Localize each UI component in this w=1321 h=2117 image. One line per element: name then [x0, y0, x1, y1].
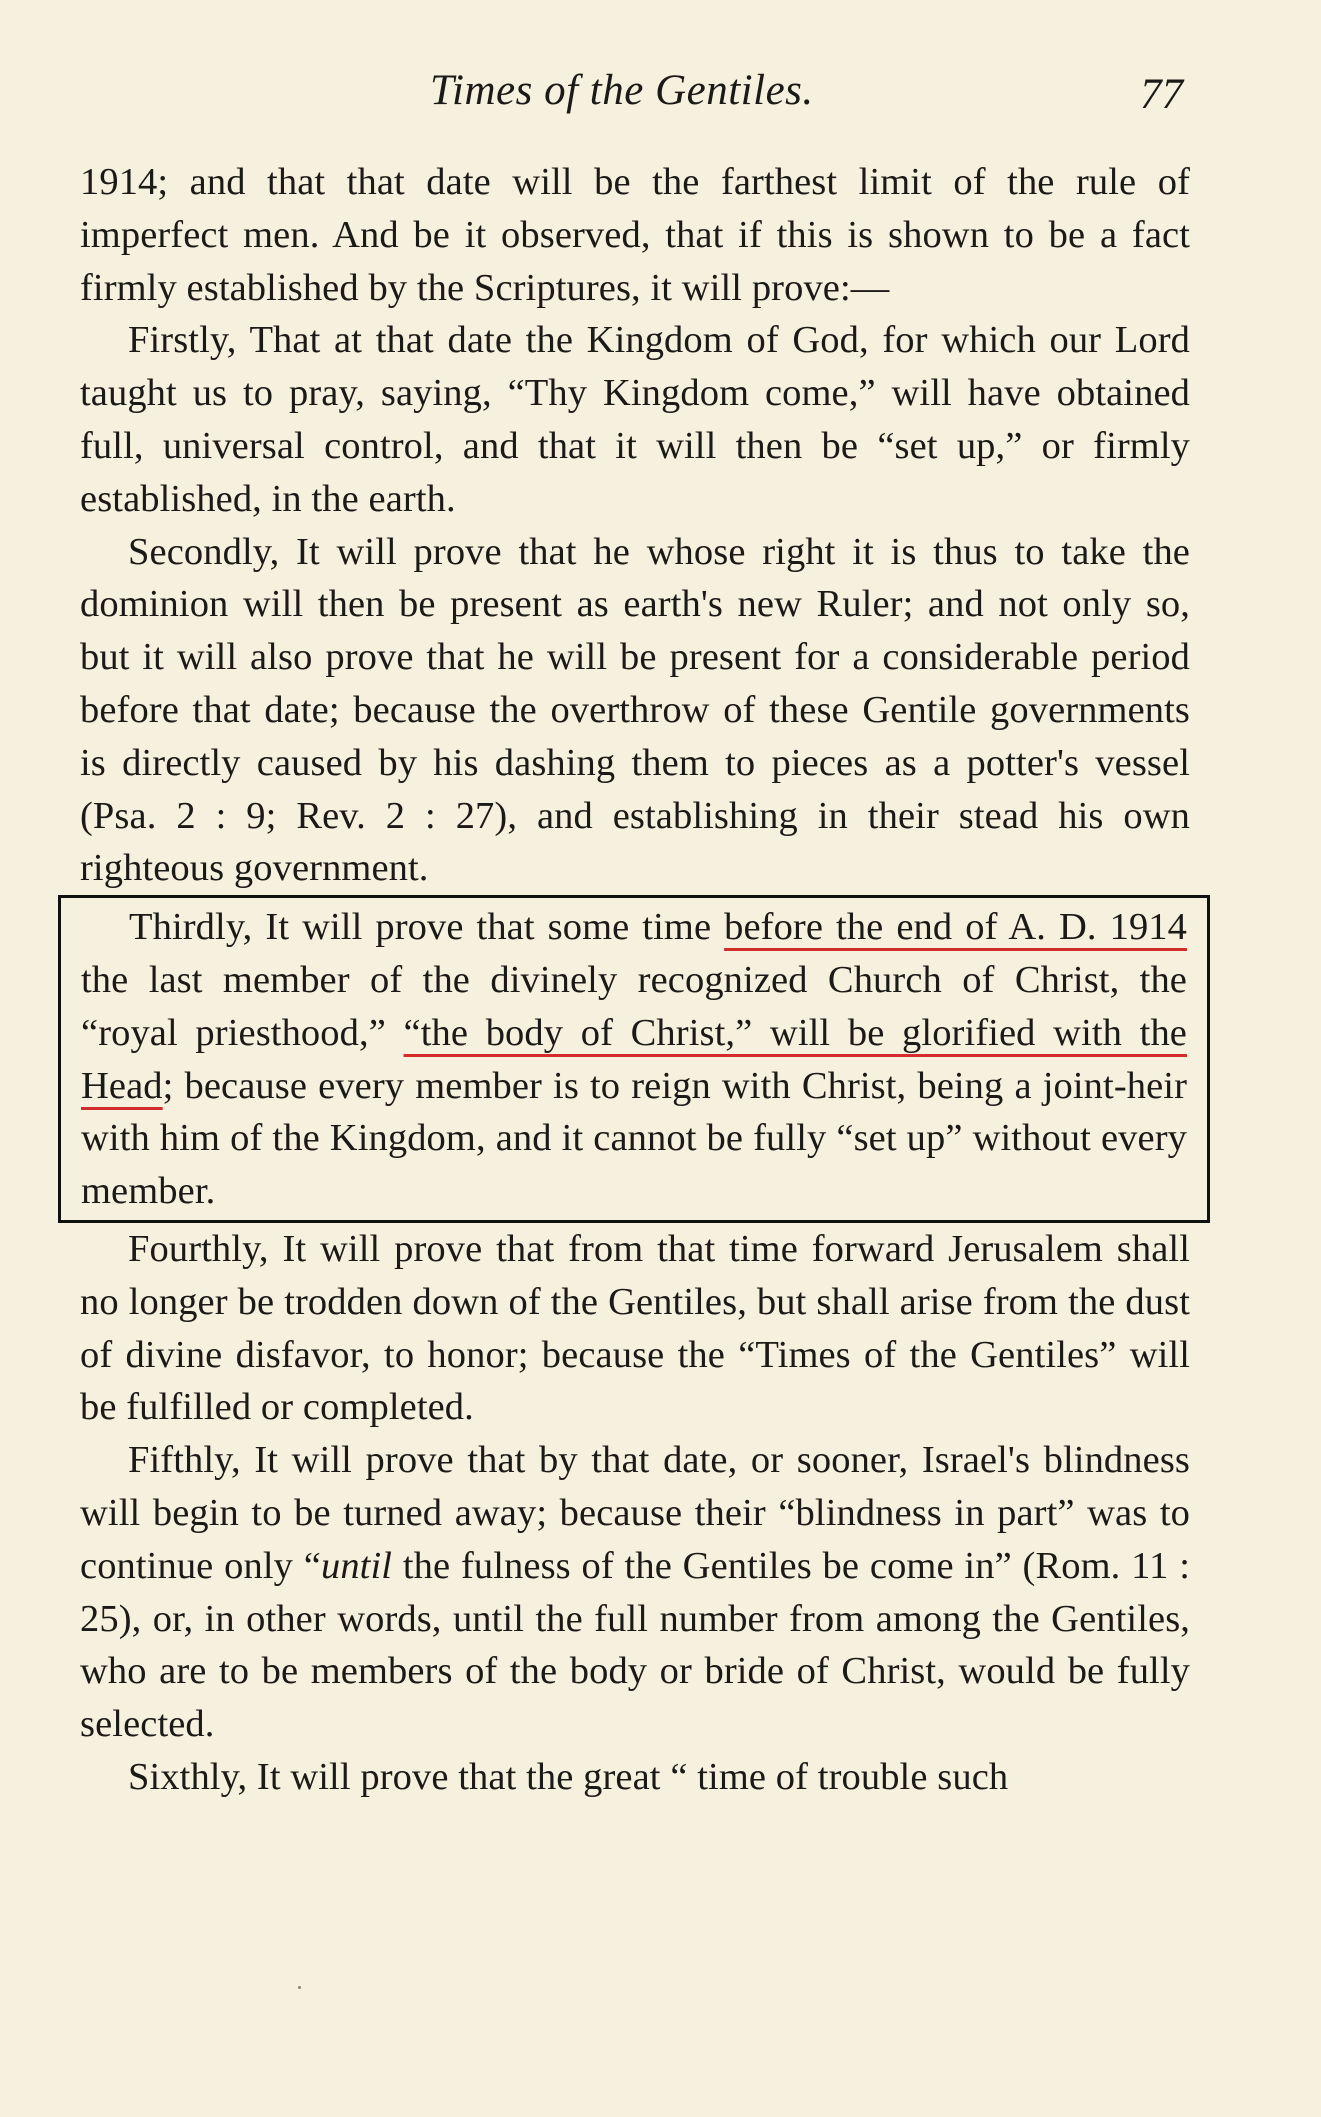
highlight-box [58, 895, 1210, 1223]
paragraph-sixthly: Sixthly, It will prove that the great “ time of trouble such [128, 1755, 1009, 1798]
paragraph-firstly: Firstly, That at that date the Kingdom of God, for which our Lord taught us to pray, saying, “Thy Kingdom come,” will have obtained full, universal control, and that it will then be “set up,” or firmly established, in the earth. [80, 319, 1190, 520]
thirdly-text-b: the last member of the divinely recognized Church of Christ, the “royal priesthood,” [81, 958, 1187, 1054]
scan-speck [298, 1986, 301, 1989]
paragraph-thirdly [81, 901, 1187, 1218]
running-head [0, 66, 1321, 126]
thirdly-text-a: Thirdly, It will prove that some time [129, 906, 725, 949]
fifthly-text-b: the fulness of the Gentiles be come in” (Rom. 11 : 25), or, in other words, until the full number from among the Gentiles, who are to be members of the body or bride of Christ, would be fully selected. [80, 1544, 1190, 1746]
fifthly-text-a: Fifthly, It will prove that by that date, or sooner, Israel's blindness will begin to be turned away; because their “blindness in part” was to continue only “ [80, 1439, 1190, 1587]
fifthly-emphasis: until [320, 1544, 393, 1587]
body-text [80, 156, 1190, 1804]
paragraph-fifthly [80, 1434, 1190, 1751]
underline-date: before the end of A. D. 1914 [724, 906, 1187, 949]
paragraph-secondly: Secondly, It will prove that he whose right it is thus to take the dominion will then be present as earth's new Ruler; and not only so, but it will also prove that he will be present for a considerable period before that date; because the overthrow of these Gentile governments is directly caused by his dashing them to pieces as a potter's vessel (Psa. 2 : 9; Rev. 2 : 27), and establishing in their stead his own righteous government. [80, 530, 1190, 890]
running-title: Times of the Gentiles. [430, 67, 814, 114]
underline-body-of-christ: “the body of Christ,” will be glorified with the Head [81, 1011, 1187, 1107]
paragraph-continuation: 1914; and that that date will be the farthest limit of the rule of imperfect men. And be it observed, that if this is shown to be a fact firmly established by the Scriptures, it will prove:— [80, 161, 1190, 309]
page-number: 77 [1140, 71, 1183, 118]
thirdly-text-c: ; because every member is to reign with Christ, being a joint-heir with him of the Kingdom, and it cannot be fully “set up” without every member. [81, 1064, 1187, 1213]
paragraph-fourthly: Fourthly, It will prove that from that time forward Jerusalem shall no longer be trodden down of the Gentiles, but shall arise from the dust of divine disfavor, to honor; because the “Times of the Gentiles” will be fulfilled or completed. [80, 1227, 1190, 1429]
